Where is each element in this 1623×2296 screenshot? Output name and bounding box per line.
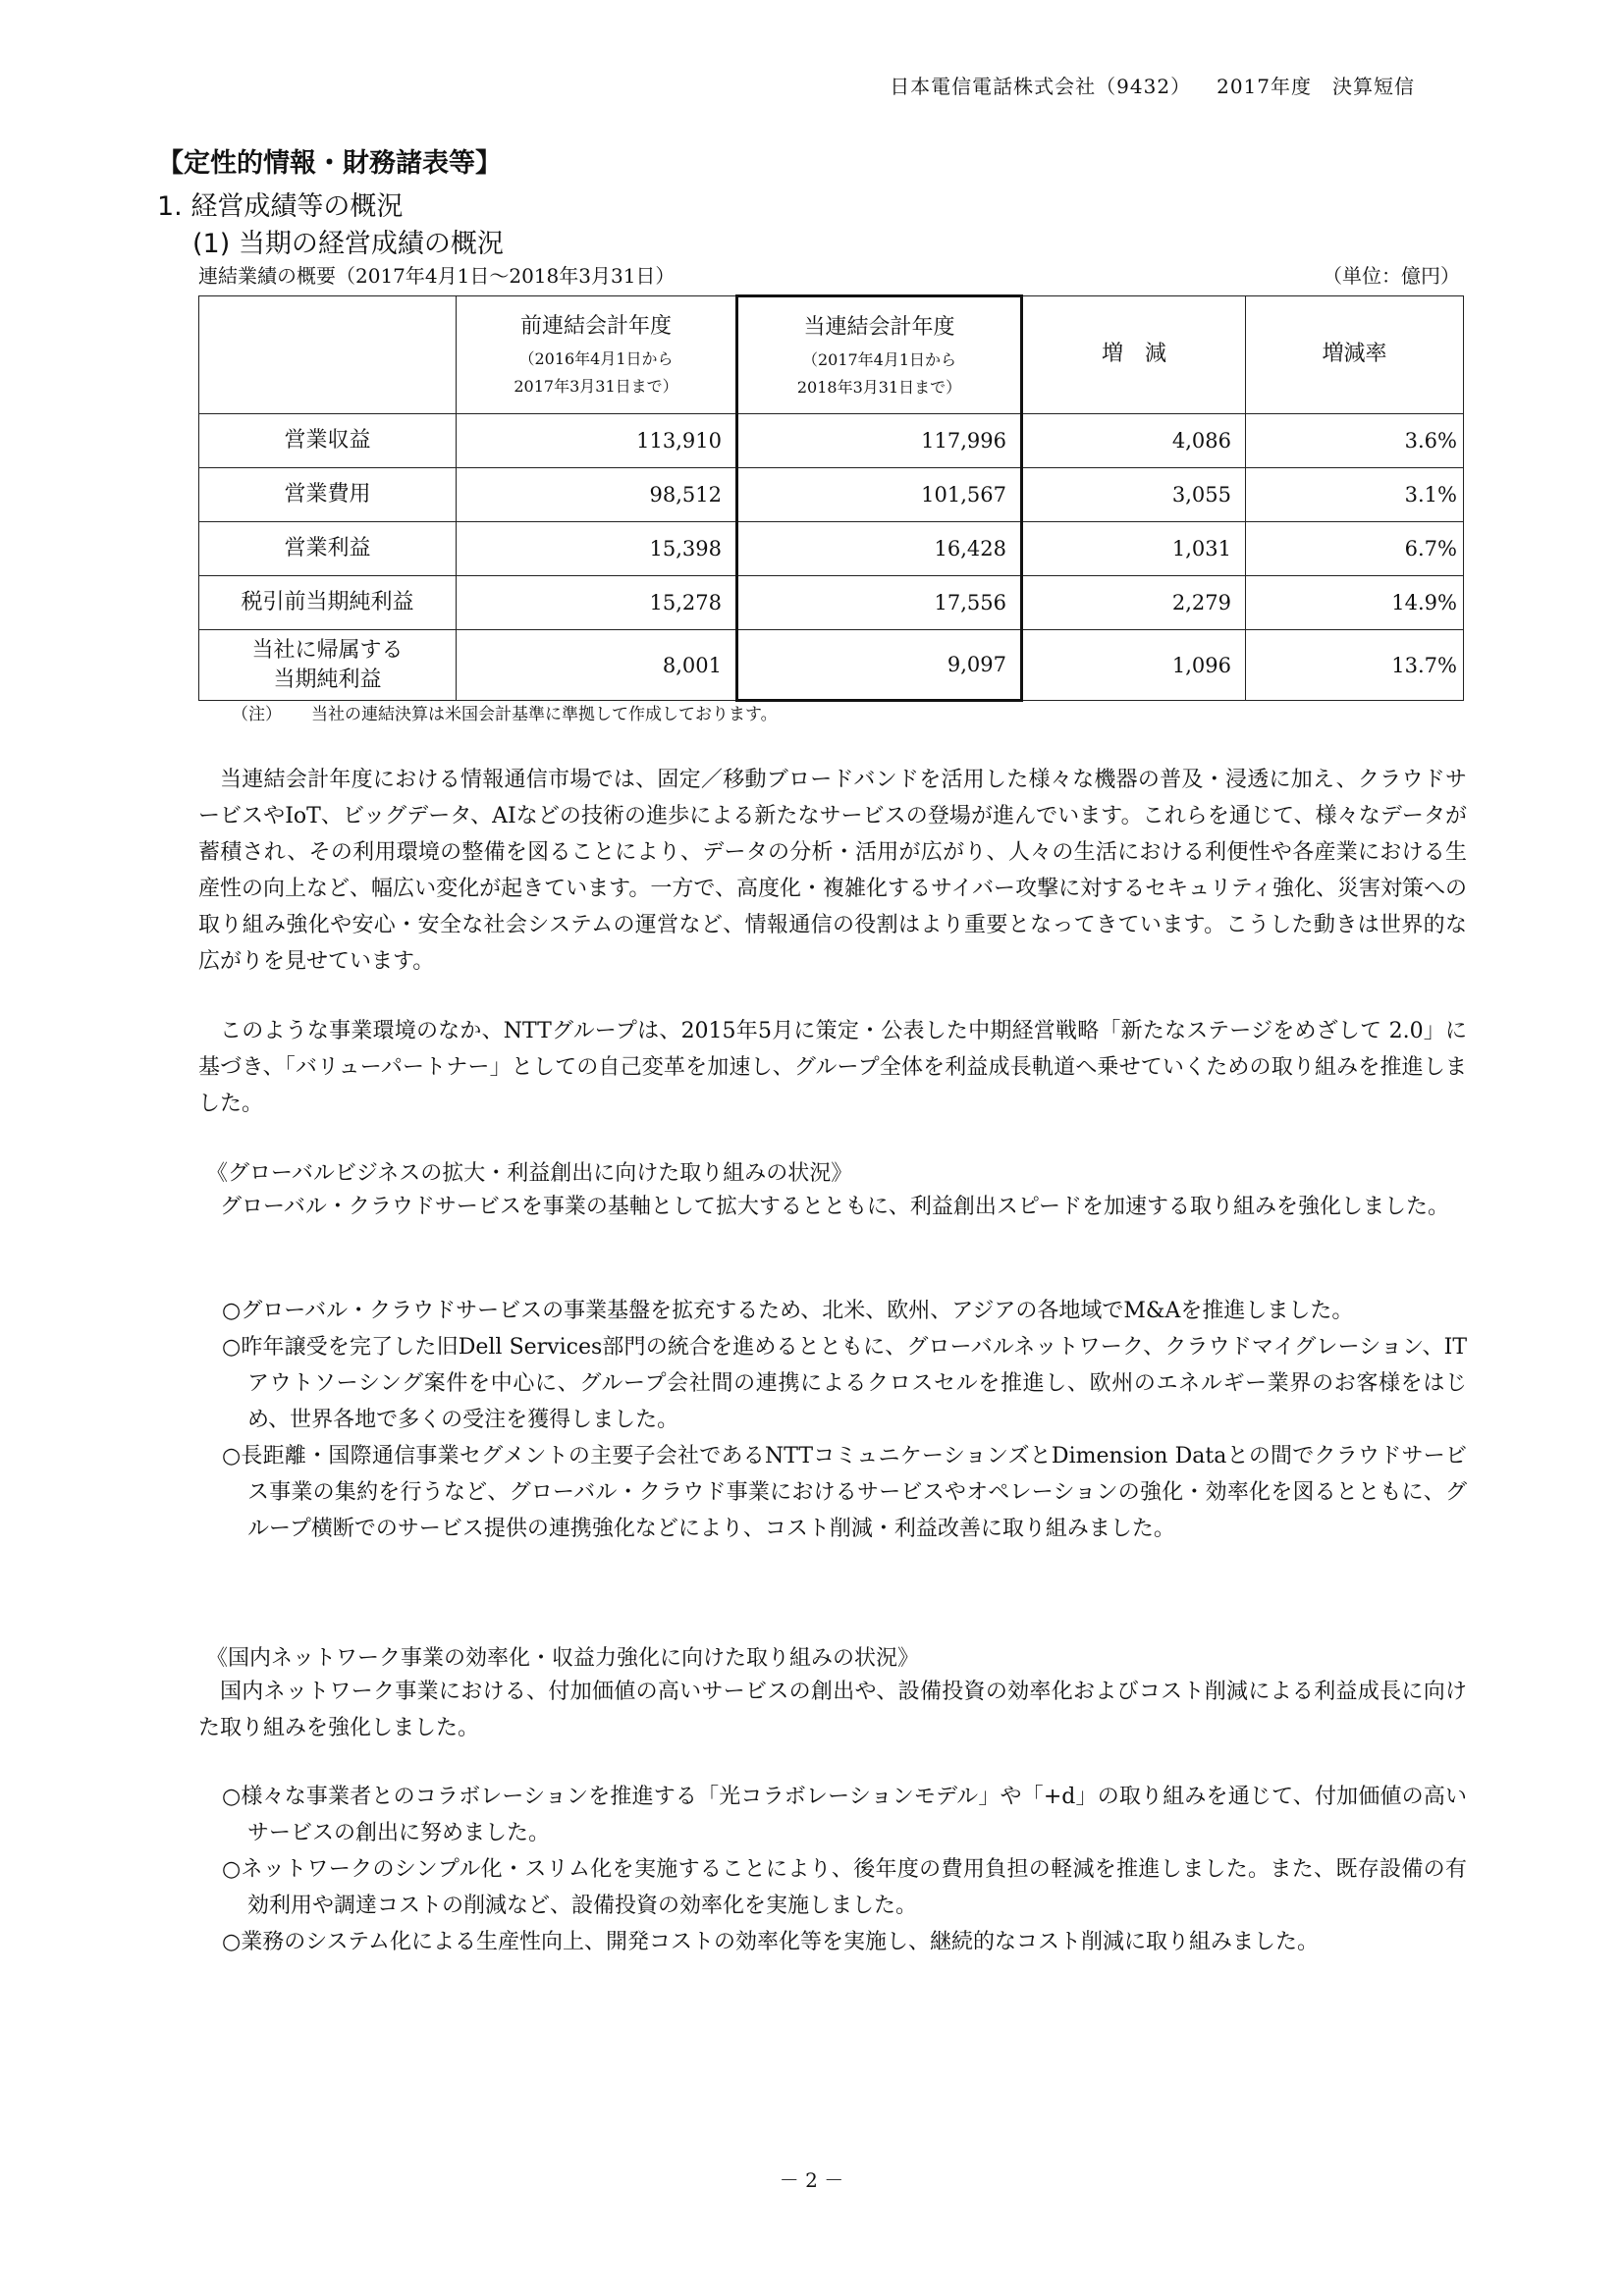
row-label-line1: 当社に帰属する <box>251 637 404 663</box>
header-change: 増 減 <box>1022 296 1246 414</box>
list-item: ○様々な事業者とのコラボレーションを推進する「光コラボレーションモデル」や「+d」の取り組みを通じて、付加価値の高いサービスの創出に努めました。 <box>222 1785 1467 1845</box>
cell-change: 3,055 <box>1022 468 1246 522</box>
cell-change: 1,096 <box>1022 630 1246 701</box>
table-unit: （単位：億円） <box>1323 264 1460 288</box>
table-note <box>232 700 778 724</box>
table-row <box>199 576 1464 630</box>
cell-prev: 15,398 <box>457 522 737 576</box>
cell-rate: 13.7% <box>1246 630 1464 701</box>
results-table <box>198 294 1464 702</box>
cell-prev: 15,278 <box>457 576 737 630</box>
header-prev-year: 前連結会計年度 （2016年4月1日から 2017年3月31日まで） <box>457 296 737 414</box>
cell-change: 4,086 <box>1022 414 1246 468</box>
global-paragraph: グローバル・クラウドサービスを事業の基軸として拡大するとともに、利益創出スピードを加速する取り組みを強化しました。 <box>220 1195 1450 1219</box>
row-label: 税引前当期純利益 <box>199 576 457 630</box>
cell-rate: 14.9% <box>1246 576 1464 630</box>
cell-cur: 101,567 <box>737 468 1022 522</box>
cell-change: 1,031 <box>1022 522 1246 576</box>
cell-rate: 3.1% <box>1246 468 1464 522</box>
heading-2: (1) 当期の経営成績の概況 <box>192 229 504 259</box>
cell-prev: 113,910 <box>457 414 737 468</box>
row-label-line2: 当期純利益 <box>273 667 382 692</box>
table-row <box>199 522 1464 576</box>
list-item: ○業務のシステム化による生産性向上、開発コストの効率化等を実施し、継続的なコスト削減に取り組みました。 <box>222 1930 1319 1954</box>
cell-rate: 6.7% <box>1246 522 1464 576</box>
list-item: ○昨年譲受を完了した旧Dell Services部門の統合を進めるとともに、グローバルネットワーク、クラウドマイグレーション、ITアウトソーシング案件を中心に、グループ会社間の連携によるクロスセルを推進し、欧州のエネルギー業界のお客様をはじめ、世界各地で多くの受注を獲得しました。 <box>222 1335 1467 1432</box>
row-label <box>199 630 457 701</box>
header-cur-year: 当連結会計年度 （2017年4月1日から 2018年3月31日まで） <box>737 296 1022 414</box>
list-item: ○グローバル・クラウドサービスの事業基盤を拡充するため、北米、欧州、アジアの各地域でM&Aを推進しました。 <box>222 1299 1354 1323</box>
header-company: 日本電信電話株式会社（9432） <box>890 75 1192 98</box>
cell-cur: 17,556 <box>737 576 1022 630</box>
header-blank-cell <box>199 296 457 414</box>
table-row <box>199 630 1464 701</box>
body-paragraph-1: 当連結会計年度における情報通信市場では、固定／移動ブロードバンドを活用した様々な機器の普及・浸透に加え、クラウドサービスやIoT、ビッグデータ、AIなどの技術の進歩による新たなサービスの登場が進んでいます。これらを通じて、様々なデータが蓄積され、その利用環境の整備を図ることにより、データの分析・活用が広がり、人々の生活における利便性や各産業における生産性の向上など、幅広い変化が起きています。一方で、高度化・複雑化するサイバー攻撃に対するセキュリティ強化、災害対策への取り組み強化や安心・安全な社会システムの運営など、情報通信の役割はより重要となってきています。こうした動きは世界的な広がりを見せています。 <box>198 768 1467 974</box>
cell-cur: 9,097 <box>737 630 1022 701</box>
list-item: ○ネットワークのシンプル化・スリム化を実施することにより、後年度の費用負担の軽減を推進しました。また、既存設備の有効利用や調達コストの削減など、設備投資の効率化を実施しました。 <box>222 1857 1467 1918</box>
heading-1: 1. 経営成績等の概況 <box>157 191 404 222</box>
global-heading: 《グローバルビジネスの拡大・利益創出に向けた取り組みの状況》 <box>206 1161 853 1186</box>
table-header-row <box>199 296 1464 414</box>
page-number: － 2 － <box>779 2168 844 2192</box>
note-mark: （注） <box>232 705 282 724</box>
header-rate: 増減率 <box>1246 296 1464 414</box>
document-header <box>864 71 1415 99</box>
table-row <box>199 414 1464 468</box>
cell-change: 2,279 <box>1022 576 1246 630</box>
domestic-paragraph: 国内ネットワーク事業における、付加価値の高いサービスの創出や、設備投資の効率化およびコスト削減による利益成長に向けた取り組みを強化しました。 <box>198 1680 1467 1740</box>
cell-prev: 98,512 <box>457 468 737 522</box>
header-fiscal: 2017年度 決算短信 <box>1217 75 1415 98</box>
domestic-heading: 《国内ネットワーク事業の効率化・収益力強化に向けた取り組みの状況》 <box>206 1646 920 1671</box>
table-caption: 連結業績の概要（2017年4月1日～2018年3月31日） <box>198 264 676 288</box>
row-label: 営業利益 <box>199 522 457 576</box>
cell-rate: 3.6% <box>1246 414 1464 468</box>
cell-prev: 8,001 <box>457 630 737 701</box>
domestic-bullet-list <box>222 1779 1467 1960</box>
row-label: 営業費用 <box>199 468 457 522</box>
cell-cur: 117,996 <box>737 414 1022 468</box>
section-label: 【定性的情報・財務諸表等】 <box>157 148 502 179</box>
note-text: 当社の連結決算は米国会計基準に準拠して作成しております。 <box>311 705 778 724</box>
body-paragraph-2: このような事業環境のなか、NTTグループは、2015年5月に策定・公表した中期経営戦略「新たなステージをめざして 2.0」に基づき、「バリューパートナー」としての自己変革を加速し、グループ全体を利益成長軌道へ乗せていくための取り組みを推進しました。 <box>198 1019 1467 1116</box>
row-label: 営業収益 <box>199 414 457 468</box>
global-bullet-list <box>222 1293 1467 1547</box>
list-item: ○長距離・国際通信事業セグメントの主要子会社であるNTTコミュニケーションズとDimension Dataとの間でクラウドサービス事業の集約を行うなど、グローバル・クラウド事業におけるサービスやオペレーションの強化・効率化を図るとともに、グループ横断でのサービス提供の連携強化などにより、コスト削減・利益改善に取り組みました。 <box>222 1444 1467 1541</box>
table-row <box>199 468 1464 522</box>
cell-cur: 16,428 <box>737 522 1022 576</box>
